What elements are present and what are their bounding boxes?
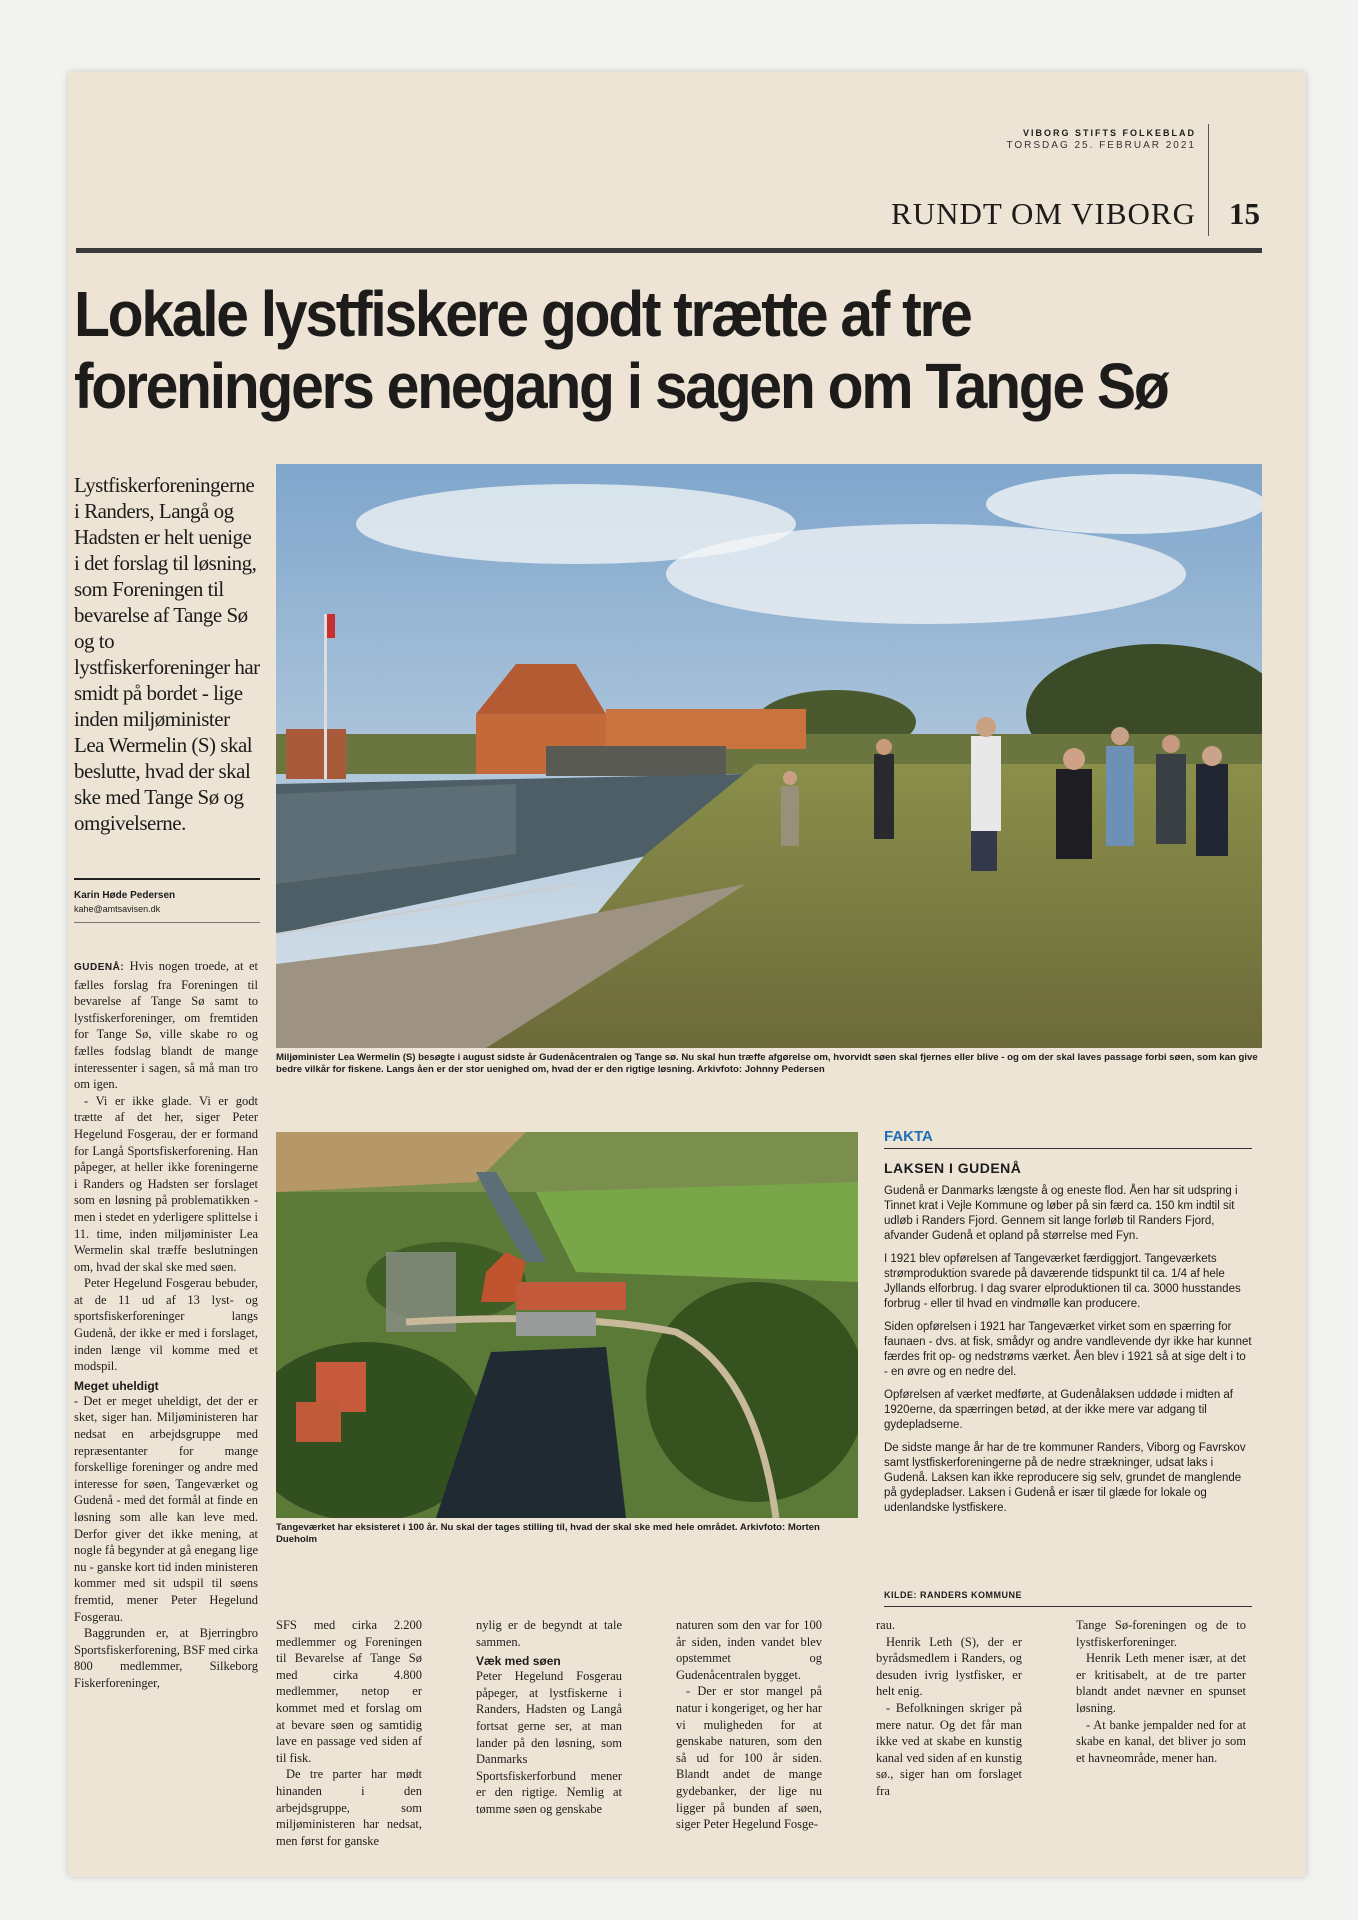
body-paragraph: naturen som den var for 100 år siden, inden vandet blev opstemmet og Gudenåcentralen bygget. bbox=[676, 1618, 822, 1682]
newspaper-page bbox=[68, 72, 1306, 1877]
article-body-column-1 bbox=[74, 958, 258, 1692]
subheading: Meget uheldigt bbox=[74, 1378, 159, 1393]
article-body-column-3 bbox=[476, 1617, 622, 1818]
masthead-paper-name: VIBORG STIFTS FOLKEBLAD bbox=[1023, 128, 1196, 138]
headline-line-2: foreningers enegang i sagen om Tange Sø bbox=[74, 350, 1168, 422]
fakta-label: FAKTA bbox=[884, 1128, 933, 1145]
photo-minister-visit-image bbox=[276, 464, 1262, 1048]
section-title: RUNDT OM VIBORG bbox=[891, 196, 1196, 231]
photo-aerial-caption: Tangeværket har eksisteret i 100 år. Nu skal der tages stilling til, hvad der skal ske med hele området. Arkivfoto: Morten Dueholm bbox=[276, 1522, 820, 1545]
body-paragraph: Baggrunden er, at Bjerringbro Sportsfiskerforening, BSF med cirka 800 medlemmer, Silkeborg Fiskerforeninger, bbox=[74, 1626, 259, 1690]
masthead-divider bbox=[1208, 124, 1209, 236]
article-body-column-2 bbox=[276, 1617, 422, 1849]
body-paragraph: Tange Sø-foreningen og de to lystfiskerforeninger. bbox=[1076, 1618, 1246, 1649]
body-paragraph: - Vi er ikke glade. Vi er godt trætte af det her, siger Peter Hegelund Fosgerau, der er formand for Langå Sportsfiskerforening. Han påpeger, at heller ikke foreningerne i Randers og Hadsten ser forslaget som en løsning på problematikken - men i stedet en yderligere splittelse i 11. time, inden miljøminister Lea Wermelin skal træffe beslutningen om, hvad der skal ske med søen. bbox=[74, 1093, 258, 1274]
body-paragraph: Peter Hegelund Fosgerau bebuder, at de 11 ud af 13 lyst- og sportsfiskerforeninger langs Gudenå, der ikke er med i forslaget, inden længe vil komme med et modspil. bbox=[74, 1276, 258, 1374]
dateline: GUDENÅ: bbox=[74, 962, 125, 973]
fakta-body bbox=[884, 1184, 1252, 1524]
body-paragraph: nylig er de begyndt at tale sammen. bbox=[476, 1618, 622, 1649]
body-paragraph: - Det er meget uheldigt, det der er sket, siger han. Miljøministeren har nedsat en arbejdsgruppe med repræsentanter for mange forskellige foreninger og andre med interesse for søen, Tangeværket og Gudenå - med det formål at finde en løsning som alle kan leve med. Derfor giver det ikke mening, at nogle få begynder at gå enegang lige nu - ganske kort tid inden ministeren kommer med sit udspil til søens fremtid, mener Peter Hegelund Fosgerau. bbox=[74, 1393, 258, 1624]
fakta-paragraph: I 1921 blev opførelsen af Tangeværket færdiggjort. Tangeværkets strømproduktion svarede på daværende tidspunkt til ca. 1/4 af hele Jyllands elforbrug. I dag svarer elproduktionen til ca. 3000 husstandes forbrug - eller til hvad en vindmølle kan producere. bbox=[884, 1253, 1241, 1310]
body-paragraph: - Der er stor mangel på natur i kongeriget, og her har vi muligheden for at genskabe naturen, som den så ud for 100 år siden. Blandt andet de mange gydebanker, der lige nu ligger på bunden af søen, siger Peter Hegelund Fosge- bbox=[676, 1684, 822, 1832]
byline-rule bbox=[74, 878, 260, 880]
body-paragraph: De tre parter har mødt hinanden i den arbejdsgruppe, som miljøministeren har nedsat, men først for ganske bbox=[276, 1767, 422, 1848]
photo-minister-visit-caption: Miljøminister Lea Wermelin (S) besøgte i august sidste år Gudenåcentralen og Tange sø. Nu skal hun træffe afgørelse om, hvorvidt søen skal fjernes eller blive - og om der skal laves passage forbi søen, som kan give bedre vilkår for fiskene. Langs åen er der stor uenighed om, hvad der er den rigtige løsning. Arkivfoto: Johnny Pedersen bbox=[276, 1052, 1258, 1075]
header-rule bbox=[76, 248, 1262, 253]
fakta-rule-bottom bbox=[884, 1606, 1252, 1607]
fakta-rule bbox=[884, 1148, 1252, 1149]
subheading: Væk med søen bbox=[476, 1654, 561, 1669]
byline-email: kahe@amtsavisen.dk bbox=[74, 904, 161, 914]
article-body-column-5 bbox=[876, 1617, 1022, 1800]
fakta-paragraph: Siden opførelsen i 1921 har Tangeværket virket som en spærring for faunaen - dvs. at fisk, smådyr og andre vandlevende dyr ikke har kunnet færdes frit op- og nedstrøms værket. Åen blev i 1921 så at sige delt i to - en øvre og en nedre del. bbox=[884, 1321, 1252, 1378]
body-paragraph: - Befolkningen skriger på mere natur. Og det får man ikke ved at skabe en kunstig kanal ved siden af en kunstig sø., siger han om forslaget fra bbox=[876, 1700, 1022, 1798]
fakta-source: KILDE: RANDERS KOMMUNE bbox=[884, 1590, 1022, 1600]
fakta-title: LAKSEN I GUDENÅ bbox=[884, 1160, 1022, 1176]
page-number: 15 bbox=[1229, 196, 1260, 231]
body-paragraph: Henrik Leth (S), der er byrådsmedlem i Randers, og desuden ivrig lystfisker, er helt enig. bbox=[876, 1634, 1022, 1699]
body-paragraph: Peter Hegelund Fosgerau påpeger, at lystfiskerne i Randers, Hadsten og Langå fortsat gerne ser, at man lander på den løsning, som Danmarks Sportsfiskerforbund mener er den rigtige. Nemlig at tømme søen og genskabe bbox=[476, 1669, 622, 1816]
byline-rule-bottom bbox=[74, 922, 260, 923]
fakta-paragraph: De sidste mange år har de tre kommuner Randers, Viborg og Favrskov samt lystfiskerforeningerne på de nedre strækninger, udsat laks i Gudenå. Laksen kan ikke reproducere sig selv, grundet de manglende på gydepladser. Laksen i Gudenå er især til glæde for lokale og udenlandske lystfiskere. bbox=[884, 1442, 1246, 1514]
headline bbox=[74, 278, 1178, 422]
byline-author: Karin Høde Pedersen bbox=[74, 890, 176, 901]
article-body-column-6 bbox=[1076, 1617, 1246, 1766]
body-paragraph: rau. bbox=[876, 1618, 896, 1632]
photo-minister-visit bbox=[276, 464, 1262, 1048]
fakta-paragraph: Opførelsen af værket medførte, at Gudenålaksen uddøde i midten af 1920erne, da spærringen betød, at der ikke mere var adgang til gydepladserne. bbox=[884, 1389, 1234, 1431]
masthead-date: TORSDAG 25. FEBRUAR 2021 bbox=[1006, 140, 1196, 151]
fakta-paragraph: Gudenå er Danmarks længste å og eneste flod. Åen har sit udspring i Tinnet krat i Vejle Kommune og løber på sin færd ca. 150 km indtil sit udløb i Randers Fjord. Gennem sit lange forløb til Randers Fjord, afvander Gudenå et opland på størrelse med Fyn. bbox=[884, 1185, 1238, 1242]
article-body-column-4 bbox=[676, 1617, 822, 1833]
lead-paragraph: Lystfiskerforeningerne i Randers, Langå og Hadsten er helt uenige i det forslag til løsning, som Foreningen til bevarelse af Tange Sø og to lystfiskerforeninger har smidt på bordet - lige inden miljøminister Lea Wermelin (S) skal beslutte, hvad der skal ske med Tange Sø og omgivelserne. bbox=[74, 473, 260, 835]
body-paragraph: Henrik Leth mener især, at det er kritisabelt, at de tre parter blandt andet nævner en spunset løsning. bbox=[1076, 1651, 1246, 1715]
headline-line-1: Lokale lystfiskere godt trætte af tre bbox=[74, 278, 971, 350]
photo-aerial-tangevaerket bbox=[276, 1132, 858, 1518]
body-paragraph: - At banke jempalder ned for at skabe en kanal, det bliver jo som et havneområde, mener han. bbox=[1076, 1717, 1246, 1765]
body-paragraph: SFS med cirka 2.200 medlemmer og Foreningen til Bevarelse af Tange Sø med cirka 4.800 medlemmer, netop er kommet med et forslag om at bevare søen og samtidig lave en passage ved siden af til fisk. bbox=[276, 1618, 422, 1765]
photo-aerial-tangevaerket-image bbox=[276, 1132, 858, 1518]
body-paragraph: Hvis nogen troede, at et fælles forslag fra Foreningen til bevarelse af Tange Sø samt to lystfiskerforeninger, om fremtiden for Tange Sø, ville skabe ro og fælles fodslag blandt de mange interessenter i sagen, så må man tro om igen. bbox=[74, 959, 258, 1092]
